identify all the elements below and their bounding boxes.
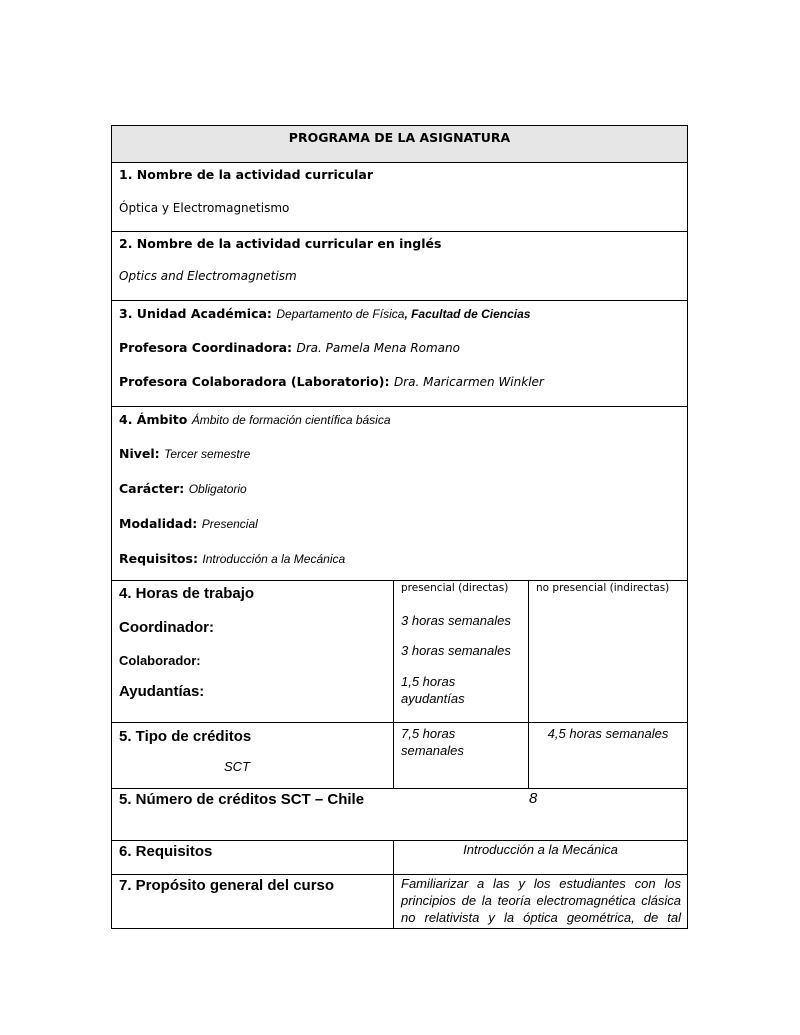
horas-row [112, 580, 687, 722]
coordinador-label: Coordinador: [119, 619, 214, 636]
nivel-label: Nivel: [119, 446, 160, 461]
ambito-value: Ámbito de formación científica básica [191, 413, 391, 427]
unidad-faculty: , Facultad de Ciencias [404, 307, 531, 321]
table-title: PROGRAMA DE LA ASIGNATURA [288, 130, 511, 145]
creditos-presencial-1: 7,5 horas [401, 726, 456, 741]
creditos-row [112, 722, 687, 788]
table-title-row [112, 126, 687, 162]
ayudantias-presencial-2: ayudantías [401, 691, 465, 706]
modalidad-line [119, 515, 258, 533]
colaborador-label: Colaborador: [119, 653, 201, 668]
horas-labels-cell [112, 581, 394, 722]
requisitos-value: Introducción a la Mecánica [202, 552, 346, 566]
creditos-no-presencial: 4,5 horas semanales [547, 726, 669, 741]
section-2-row [112, 231, 687, 300]
requisitos-6-value-cell [394, 841, 687, 874]
colaborador-presencial: 3 horas semanales [401, 643, 511, 658]
section-3-row [112, 300, 687, 406]
caracter-label: Carácter: [119, 481, 185, 496]
requisitos-label: Requisitos: [119, 551, 198, 566]
ambito-line [119, 411, 391, 429]
requisitos-6-row [112, 840, 687, 874]
coordinador-presencial: 3 horas semanales [401, 613, 511, 628]
course-program-table [111, 125, 688, 929]
creditos-presencial-cell [394, 723, 529, 788]
caracter-line [119, 480, 247, 498]
numero-creditos-row [112, 788, 687, 840]
modalidad-value: Presencial [201, 517, 258, 531]
coordinadora-label: Profesora Coordinadora: [119, 340, 293, 355]
numero-creditos-label: 5. Número de créditos SCT – Chile [119, 791, 365, 808]
requisitos-6-value: Introducción a la Mecánica [463, 842, 618, 857]
proposito-line-2: principios de la teoría electromagnética clásica [401, 893, 681, 908]
proposito-value-cell [394, 875, 687, 928]
ambito-label: 4. Ámbito [119, 412, 188, 427]
creditos-no-presencial-cell [529, 723, 687, 788]
unidad-value: Departamento de Física [276, 307, 405, 321]
colaboradora-line [119, 373, 544, 391]
colaboradora-value: Dra. Maricarmen Winkler [393, 375, 544, 389]
requisitos-6-label: 6. Requisitos [119, 843, 213, 860]
caracter-value: Obligatorio [188, 482, 247, 496]
proposito-line-3: no relativista y la óptica geométrica, de tal [401, 910, 681, 925]
requisitos-line [119, 550, 345, 568]
modalidad-label: Modalidad: [119, 516, 198, 531]
creditos-label: 5. Tipo de créditos [119, 728, 252, 745]
section-2-value: Optics and Electromagnetism [119, 269, 297, 283]
nivel-value: Tercer semestre [164, 447, 251, 461]
proposito-label: 7. Propósito general del curso [119, 877, 335, 894]
horas-label: 4. Horas de trabajo [119, 585, 255, 602]
presencial-header: presencial (directas) [401, 582, 509, 594]
section-1-label: 1. Nombre de la actividad curricular [119, 167, 373, 182]
horas-no-presencial-cell [529, 581, 687, 722]
horas-presencial-cell [394, 581, 529, 722]
proposito-row [112, 874, 687, 928]
section-2-label: 2. Nombre de la actividad curricular en inglés [119, 236, 442, 251]
requisitos-6-label-cell [112, 841, 394, 874]
section-1-value: Óptica y Electromagnetismo [119, 201, 290, 215]
coordinadora-value: Dra. Pamela Mena Romano [296, 341, 460, 355]
numero-creditos-value: 8 [529, 790, 538, 807]
colaboradora-label: Profesora Colaboradora (Laboratorio): [119, 374, 390, 389]
creditos-label-cell [112, 723, 394, 788]
proposito-label-cell [112, 875, 394, 928]
creditos-presencial-2: semanales [401, 743, 464, 758]
ayudantias-label: Ayudantías: [119, 683, 205, 700]
creditos-sub: SCT [224, 759, 250, 774]
nivel-line [119, 445, 250, 463]
coordinadora-line [119, 339, 460, 357]
section-1-row [112, 162, 687, 231]
unidad-line [119, 305, 530, 323]
unidad-label: 3. Unidad Académica: [119, 306, 272, 321]
ayudantias-presencial-1: 1,5 horas [401, 674, 456, 689]
no-presencial-header: no presencial (indirectas) [536, 582, 670, 594]
proposito-line-1: Familiarizar a las y los estudiantes con los [401, 876, 681, 891]
section-4-row [112, 406, 687, 580]
